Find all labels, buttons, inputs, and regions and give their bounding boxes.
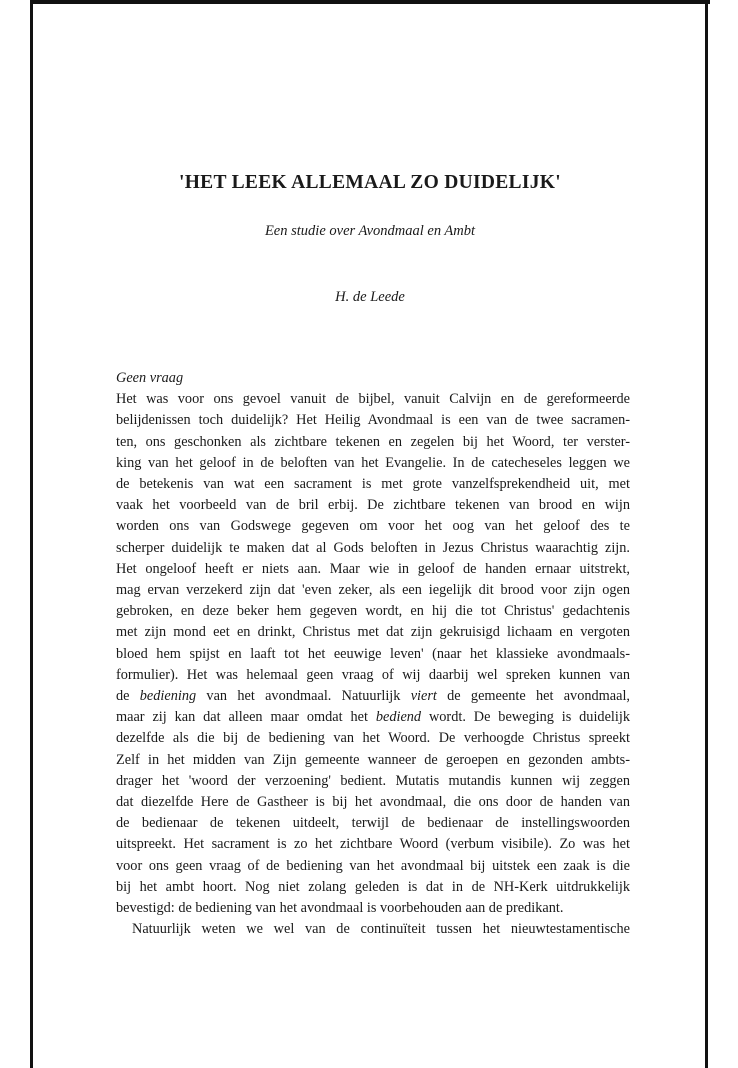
- emphasis-bediening: bediening: [139, 688, 197, 705]
- paragraph-1: [116, 389, 630, 919]
- text-line: scherper duidelijk te maken dat al Gods beloften in Jezus Christus waarachtig zijn.: [116, 539, 630, 556]
- text-line: gebroken, en deze beker hem gegeven wordt, en hij die tot Christus' gedachtenis: [116, 603, 630, 620]
- text-line: Het was voor ons gevoel vanuit de bijbel, vanuit Calvijn en de gereformeerde: [116, 391, 630, 408]
- text-line: worden ons van Godswege gegeven om voor het oog van het geloof des te: [116, 518, 630, 535]
- section-heading: Geen vraag: [116, 370, 184, 386]
- article-title: 'HET LEEK ALLEMAAL ZO DUIDELIJK': [178, 172, 561, 193]
- text-line-last: bevestigd: de bediening van het avondmaal is voorbehouden aan de predikant.: [116, 900, 564, 917]
- text-line: bij het ambt hoort. Nog niet zolang geleden is dat in de NH-Kerk uitdrukkelijk: [116, 878, 630, 895]
- text-line: de bedienaar de tekenen uitdeelt, terwijl de bedienaar de instellingswoorden: [116, 815, 630, 832]
- text-line: uitspreekt. Het sacrament is zo het zichtbare Woord (verbum visibile). Zo was het: [116, 836, 630, 853]
- text-line: Het ongeloof heeft er niets aan. Maar wie in geloof de handen ernaar uitstrekt,: [116, 560, 630, 577]
- text-run: maar zij kan dat alleen maar omdat het: [116, 709, 376, 726]
- text-line: mag ervan verzekerd zijn dat 'even zeker, als een iegelijk dit brood voor zijn ogen: [116, 582, 630, 599]
- text-run: de: [116, 688, 140, 705]
- emphasis-bediend: bediend: [375, 709, 422, 726]
- scan-border-top: [30, 0, 710, 4]
- body-text: [116, 368, 630, 940]
- text-line: dat diezelfde Here de Gastheer is bij het avondmaal, die ons door de handen van: [116, 794, 630, 811]
- text-line: voor ons geen vraag of de bediening van het avondmaal bij uitstek een zaak is die: [116, 857, 630, 874]
- scan-border-right: [705, 0, 708, 1068]
- paragraph-2: [116, 919, 630, 940]
- article-subtitle: Een studie over Avondmaal en Ambt: [264, 223, 476, 239]
- text-line: vaak het voorbeeld van de bril erbij. De zichtbare tekenen van brood en wijn: [116, 497, 630, 514]
- text-line: ten, ons geschonken als zichtbare tekenen en zegelen bij het Woord, ter verster-: [116, 433, 630, 450]
- text-line: Natuurlijk weten we wel van de continuïteit tussen het nieuwtestamentische: [132, 921, 630, 938]
- text-line: formulier). Het was helemaal geen vraag of wij daarbij wel spreken kunnen van: [116, 666, 630, 683]
- text-line: de betekenis van wat een sacrament is met grote vanzelfsprekendheid uit, met: [116, 476, 630, 493]
- text-run: wordt. De beweging is duidelijk: [421, 709, 630, 726]
- text-line: [116, 686, 630, 707]
- text-line: belijdenissen toch duidelijk? Het Heilig Avondmaal is een van de twee sacramen-: [116, 412, 630, 429]
- text-line: drager het 'woord der verzoening' bedient. Mutatis mutandis kunnen wij zeggen: [116, 772, 630, 789]
- text-line: king van het geloof in de beloften van het Evangelie. In de catecheseles leggen we: [116, 454, 630, 471]
- text-run: van het avondmaal. Natuurlijk: [196, 688, 411, 705]
- text-run: de gemeente het avondmaal,: [436, 688, 630, 705]
- text-line: dezelfde als die bij de bediening van het Woord. De verhoogde Christus spreekt: [116, 730, 630, 747]
- scan-border-left: [30, 0, 33, 1068]
- text-line: [116, 707, 630, 728]
- text-line: bloed hem spijst en laaft tot het eeuwige leven' (naar het klassieke avondmaals-: [116, 645, 630, 662]
- article-author: H. de Leede: [335, 289, 405, 305]
- text-line: Zelf in het midden van Zijn gemeente wanneer de geroepen en gezonden ambts-: [116, 751, 630, 768]
- text-line: met zijn mond eet en drinkt, Christus met dat zijn gekruisigd lichaam en vergoten: [116, 624, 630, 641]
- emphasis-viert: viert: [410, 688, 437, 705]
